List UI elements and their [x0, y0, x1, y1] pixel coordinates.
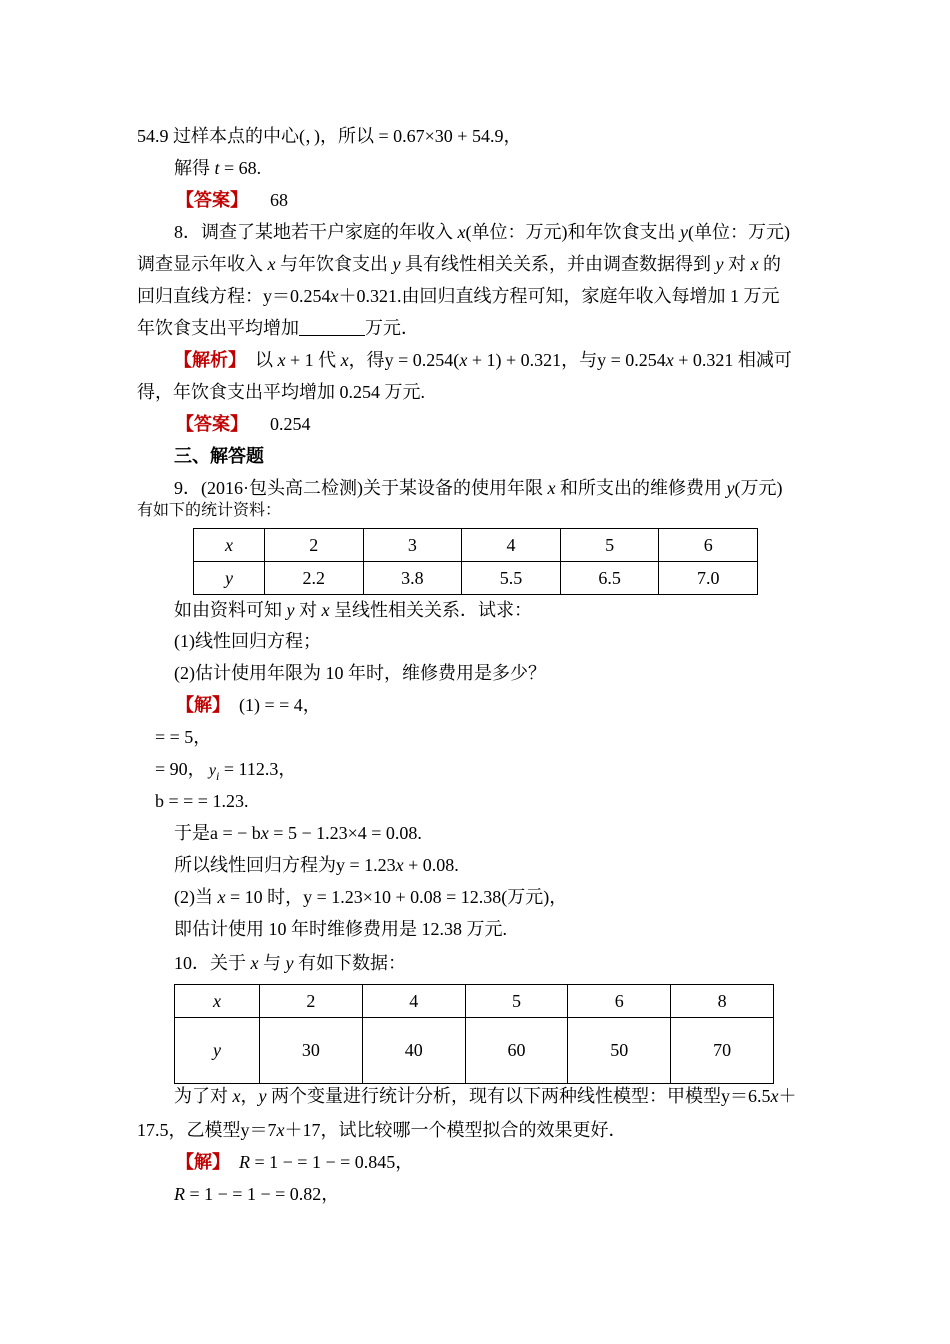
table-cell: 3.8: [363, 562, 462, 595]
text-line: 为了对 x，y 两个变量进行统计分析，现有以下两种线性模型：甲模型y＝6.5x＋: [174, 1086, 797, 1106]
table-cell: 4: [362, 985, 465, 1018]
text-line: = 90， $y_i = 112.3$，: [155, 759, 297, 783]
answer-tag: 【答案】: [176, 190, 248, 210]
table-cell: x: [175, 985, 260, 1018]
solution-line: 【解】 R = 1 − = 1 − = 0.845，: [176, 1152, 414, 1172]
fill-blank: [299, 319, 365, 336]
text-line: R = 1 − = 1 − = 0.82，: [174, 1184, 340, 1204]
text-line: 回归直线方程：y＝0.254x＋0.321.由回归直线方程可知，家庭年收入每增加 1 万元: [137, 286, 780, 306]
table-cell: 6: [659, 529, 758, 562]
answer-tag: 【答案】: [176, 414, 248, 434]
table-cell: 4: [462, 529, 561, 562]
text-line: = = 5，: [155, 727, 212, 747]
text-line: (2)估计使用年限为 10 年时，维修费用是多少？: [174, 663, 546, 683]
table-cell: x: [194, 529, 265, 562]
text-line: (2)当 x = 10 时，y = 1.23×10 + 0.08 = 12.38(万元)，: [174, 887, 568, 907]
table-cell: 6.5: [560, 562, 659, 595]
text-line: b = = = 1.23.: [155, 791, 249, 811]
table-cell: 30: [260, 1018, 363, 1084]
solution-line: 【解】 (1) = = 4，: [176, 695, 321, 715]
table-cell: 7.0: [659, 562, 758, 595]
table-cell: 5: [465, 985, 568, 1018]
text-line: 17.5，乙模型y＝7x＋17，试比较哪一个模型拟合的效果更好．: [137, 1120, 627, 1140]
text-line: 所以线性回归方程为y = 1.23x + 0.08.: [174, 855, 459, 875]
text-line: 54.9 过样本点的中心(，)，所以 = 0.67×30 + 54.9，: [137, 126, 522, 146]
table-cell: 2: [265, 529, 364, 562]
text-line: 解得 t = 68.: [174, 158, 262, 178]
text-line: 9．(2016·包头高二检测)关于某设备的使用年限 x 和所支出的维修费用 y(万元): [174, 478, 783, 498]
table-cell: 6: [568, 985, 671, 1018]
table-cell: y: [194, 562, 265, 595]
text-line: 8．调查了某地若干户家庭的年收入 x(单位：万元)和年饮食支出 y(单位：万元): [174, 222, 790, 242]
analysis-line: 【解析】 以 x + 1 代 x，得y = 0.254(x + 1) + 0.321，与y = 0.254x + 0.321 相减可: [174, 350, 792, 370]
text-line: 得，年饮食支出平均增加 0.254 万元.: [137, 382, 425, 402]
table-cell: 2: [260, 985, 363, 1018]
answer-line: 【答案】 0.254: [176, 414, 311, 434]
table-cell: 40: [362, 1018, 465, 1084]
text-line: (1)线性回归方程；: [174, 631, 321, 651]
table-cell: 5: [560, 529, 659, 562]
table-cell: y: [175, 1018, 260, 1084]
table-cell: 3: [363, 529, 462, 562]
text-line: 有如下的统计资料：: [137, 502, 282, 519]
data-table-2: [174, 984, 774, 1084]
table-cell: 70: [671, 1018, 774, 1084]
text-line: 即估计使用 10 年时维修费用是 12.38 万元.: [174, 919, 507, 939]
table-cell: 5.5: [462, 562, 561, 595]
solution-tag: 【解】: [176, 1152, 221, 1172]
text-line: 于是a = − bx = 5 − 1.23×4 = 0.08.: [174, 823, 422, 843]
data-table-1: [193, 528, 758, 595]
section-heading: 三、解答题: [174, 446, 264, 466]
solution-tag: 【解】: [176, 695, 221, 715]
text-line: 调查显示年收入 x 与年饮食支出 y 具有线性相关关系，并由调查数据得到 y 对 x 的: [137, 254, 781, 274]
text-line: 年饮食支出平均增加 万元．: [137, 318, 419, 338]
table-cell: 60: [465, 1018, 568, 1084]
table-cell: 2.2: [265, 562, 364, 595]
table-cell: 50: [568, 1018, 671, 1084]
answer-line: 【答案】 68: [176, 190, 288, 210]
analysis-tag: 【解析】: [174, 350, 237, 370]
table-cell: 8: [671, 985, 774, 1018]
text-line: 10．关于 x 与 y 有如下数据：: [174, 953, 406, 973]
text-line: 如由资料可知 y 对 x 呈线性相关关系．试求：: [174, 600, 532, 620]
